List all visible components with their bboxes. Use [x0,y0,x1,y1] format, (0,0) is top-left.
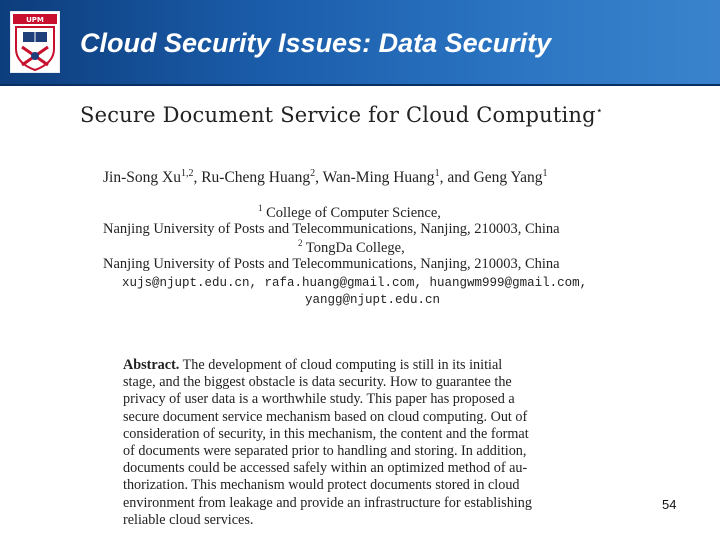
abstract-line: environment from leakage and provide an infrastructure for establishing [123,494,532,511]
author-affil-mark: 2 [310,168,316,179]
svg-text:UPM: UPM [26,16,44,24]
author-affil-mark: 1 [434,168,440,179]
email-line-2: yangg@njupt.edu.cn [305,293,441,307]
affiliation-mark: 1 [258,203,263,213]
abstract-line: thorization. This mechanism would protect documents stored in cloud [123,477,520,494]
abstract-line: consideration of security, in this mechanism, the content and the format [123,425,529,442]
author-list [103,168,547,187]
paper-title-text: Secure Document Service for Cloud Computing [80,103,596,127]
affiliation-2-address: Nanjing University of Posts and Telecommunications, Nanjing, 210003, China [103,256,560,272]
affiliation-mark: 2 [298,238,303,248]
abstract-text: The development of cloud computing is still in its initial [179,357,503,373]
title-footnote-mark: ⋆ [595,104,603,117]
slide-header [0,0,720,86]
affiliation-2-name [298,238,405,257]
paper-title [80,103,603,127]
abstract-line: privacy of user data is a worthwhile study. This paper has proposed a [123,391,515,408]
abstract-line: reliable cloud services. [123,511,254,528]
author-name: Jin-Song Xu [103,169,181,187]
abstract-label: Abstract. [123,357,180,373]
author-name: , Wan-Ming Huang [315,169,435,187]
affiliation-text: TongDa College, [305,239,405,256]
abstract-line: documents could be accessed safely within an optimized method of au- [123,460,528,477]
author-affil-mark: 1 [542,168,548,179]
abstract-line: stage, and the biggest obstacle is data security. How to guarantee the [123,374,512,391]
author-name: , Ru-Cheng Huang [193,169,311,187]
abstract-line [123,357,595,374]
slide-title: Cloud Security Issues: Data Security [80,28,552,58]
page-number: 54 [662,497,677,512]
author-name: , and Geng Yang [439,169,543,187]
author-affil-mark: 1,2 [180,168,194,179]
email-line-1: xujs@njupt.edu.cn, rafa.huang@gmail.com, huangwm999@gmail.com, [122,276,588,290]
upm-crest-icon [10,11,60,73]
abstract-line: secure document service mechanism based on cloud computing. Out of [123,408,528,425]
affiliation-1-name [258,203,441,222]
abstract [123,357,595,529]
abstract-line: of documents were separated prior to handling and storing. In addition, [123,443,527,460]
affiliation-text: College of Computer Science, [266,204,441,221]
affiliation-1-address: Nanjing University of Posts and Telecommunications, Nanjing, 210003, China [103,221,560,237]
